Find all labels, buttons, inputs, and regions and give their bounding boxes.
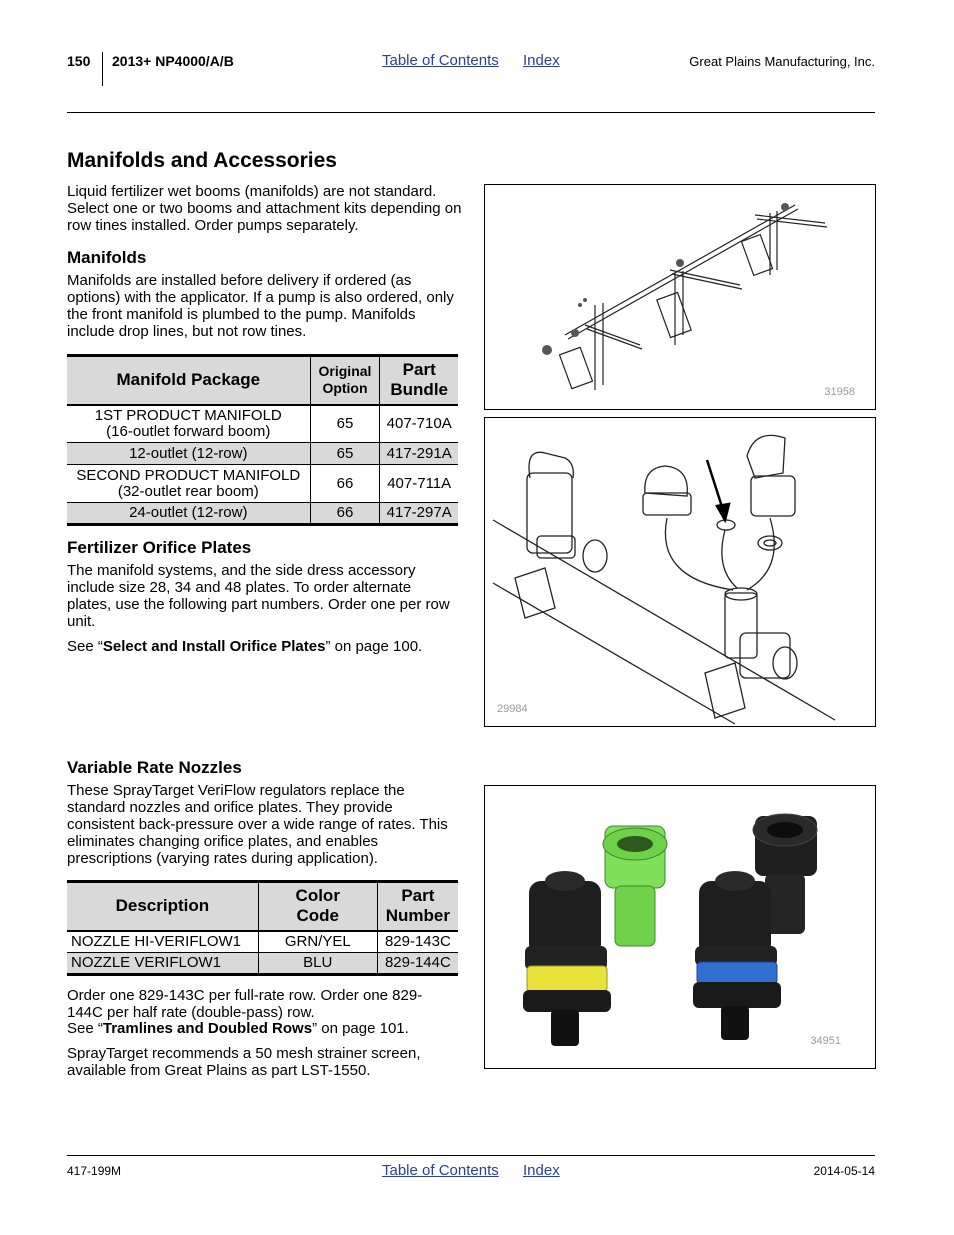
toc-link-bottom[interactable]: Table of Contents xyxy=(382,1162,499,1179)
col-original-option: Original Option xyxy=(310,356,380,405)
header-rule xyxy=(67,112,875,113)
manifold-boom-figure xyxy=(484,184,876,410)
nozzles-heading: Variable Rate Nozzles xyxy=(67,758,242,777)
col-part-number: Part Number xyxy=(377,882,458,931)
row-part: 417-297A xyxy=(380,503,458,525)
row-part: 829-144C xyxy=(377,953,458,975)
table-row xyxy=(67,465,458,503)
model-title: 2013+ NP4000/A/B xyxy=(112,53,234,69)
nozzles-see-ref xyxy=(67,1020,462,1037)
table-row xyxy=(67,953,458,975)
row-color: GRN/YEL xyxy=(258,931,377,953)
see-suffix: ” on page 101. xyxy=(312,1020,409,1037)
row-option: 65 xyxy=(310,443,380,465)
nozzle-table xyxy=(67,880,458,976)
see-link-text: Select and Install Orifice Plates xyxy=(102,638,326,655)
manifolds-text: Manifolds are installed before delivery if ordered (as options) with the applicator. If a pump is also ordered, only the front manifold is plumbed to the pump. Manifolds include drop lines, but not row tines. xyxy=(67,272,454,340)
figure-number: 31958 xyxy=(824,386,855,398)
manifolds-heading: Manifolds xyxy=(67,248,147,267)
table-row xyxy=(67,405,458,443)
row-desc: NOZZLE VERIFLOW1 xyxy=(67,953,258,975)
see-prefix: See “ xyxy=(67,1020,103,1037)
doc-number: 417-199M xyxy=(67,1164,122,1178)
strainer-text: SprayTarget recommends a 50 mesh strainer screen, available from Great Plains as part LST-1550. xyxy=(67,1045,421,1079)
row-desc: 24-outlet (12-row) xyxy=(67,503,310,525)
row-part: 829-143C xyxy=(377,931,458,953)
col-color-code: Color Code xyxy=(258,882,377,931)
toc-link-top[interactable]: Table of Contents xyxy=(382,52,499,69)
col-manifold-package: Manifold Package xyxy=(67,356,310,405)
row-desc: SECOND PRODUCT MANIFOLD xyxy=(76,466,301,484)
nozzle-photo-figure xyxy=(484,785,876,1069)
row-color: BLU xyxy=(258,953,377,975)
index-link-top[interactable]: Index xyxy=(523,52,560,69)
green-nozzle xyxy=(523,826,667,1046)
company-name: Great Plains Manufacturing, Inc. xyxy=(689,54,875,69)
row-option: 65 xyxy=(310,405,380,443)
section-title: Manifolds and Accessories xyxy=(67,149,337,172)
nozzle-photo-drawing xyxy=(485,786,875,1068)
row-part: 407-711A xyxy=(380,465,458,503)
row-desc-sub: (32-outlet rear boom) xyxy=(117,482,259,500)
see-prefix: See “ xyxy=(67,638,103,655)
row-desc-sub: (16-outlet forward boom) xyxy=(106,422,271,440)
nozzles-text: These SprayTarget VeriFlow regulators replace the standard nozzles and orifice plates. They provide consistent back-pressure over a wide range of rates. This eliminates changing orifice plates, and enables prescriptions (varying rates during application). xyxy=(67,782,448,867)
row-part: 407-710A xyxy=(380,405,458,443)
col-part-bundle: Part Bundle xyxy=(380,356,458,405)
orifice-plate-drawing xyxy=(485,418,875,726)
row-part: 417-291A xyxy=(380,443,458,465)
footer-date: 2014-05-14 xyxy=(813,1164,875,1178)
table-row xyxy=(67,931,458,953)
index-link-bottom[interactable]: Index xyxy=(523,1162,560,1179)
blue-nozzle xyxy=(693,814,817,1040)
manifold-boom-drawing xyxy=(485,185,875,409)
row-desc: 1ST PRODUCT MANIFOLD xyxy=(94,406,282,424)
col-description: Description xyxy=(67,882,258,931)
order-text: Order one 829-143C per full-rate row. Order one 829-144C per half rate (double-pass) row. xyxy=(67,987,423,1021)
see-suffix: ” on page 100. xyxy=(325,638,423,655)
row-desc: NOZZLE HI-VERIFLOW1 xyxy=(67,931,258,953)
header-divider xyxy=(102,52,103,86)
orifice-heading: Fertilizer Orifice Plates xyxy=(67,538,252,557)
orifice-text: The manifold systems, and the side dress accessory include size 28, 34 and 48 plates. To order alternate plates, use the following part numbers. Order one per row unit. xyxy=(67,562,450,630)
intro-text: Liquid fertilizer wet booms (manifolds) are not standard. Select one or two booms and attachment kits depending on row tines installed. Order pumps separately. xyxy=(67,183,462,234)
figure-number: 34951 xyxy=(810,1035,841,1047)
figure-number: 29984 xyxy=(497,703,528,715)
table-row xyxy=(67,503,458,525)
row-option: 66 xyxy=(310,465,380,503)
see-link-text: Tramlines and Doubled Rows xyxy=(102,1020,313,1037)
table-row xyxy=(67,443,458,465)
row-option: 66 xyxy=(310,503,380,525)
orifice-see-ref xyxy=(67,638,462,655)
footer-rule xyxy=(67,1155,875,1156)
manifold-table xyxy=(67,354,458,526)
orifice-plate-figure xyxy=(484,417,876,727)
page-number: 150 xyxy=(67,53,91,69)
row-desc: 12-outlet (12-row) xyxy=(67,443,310,465)
